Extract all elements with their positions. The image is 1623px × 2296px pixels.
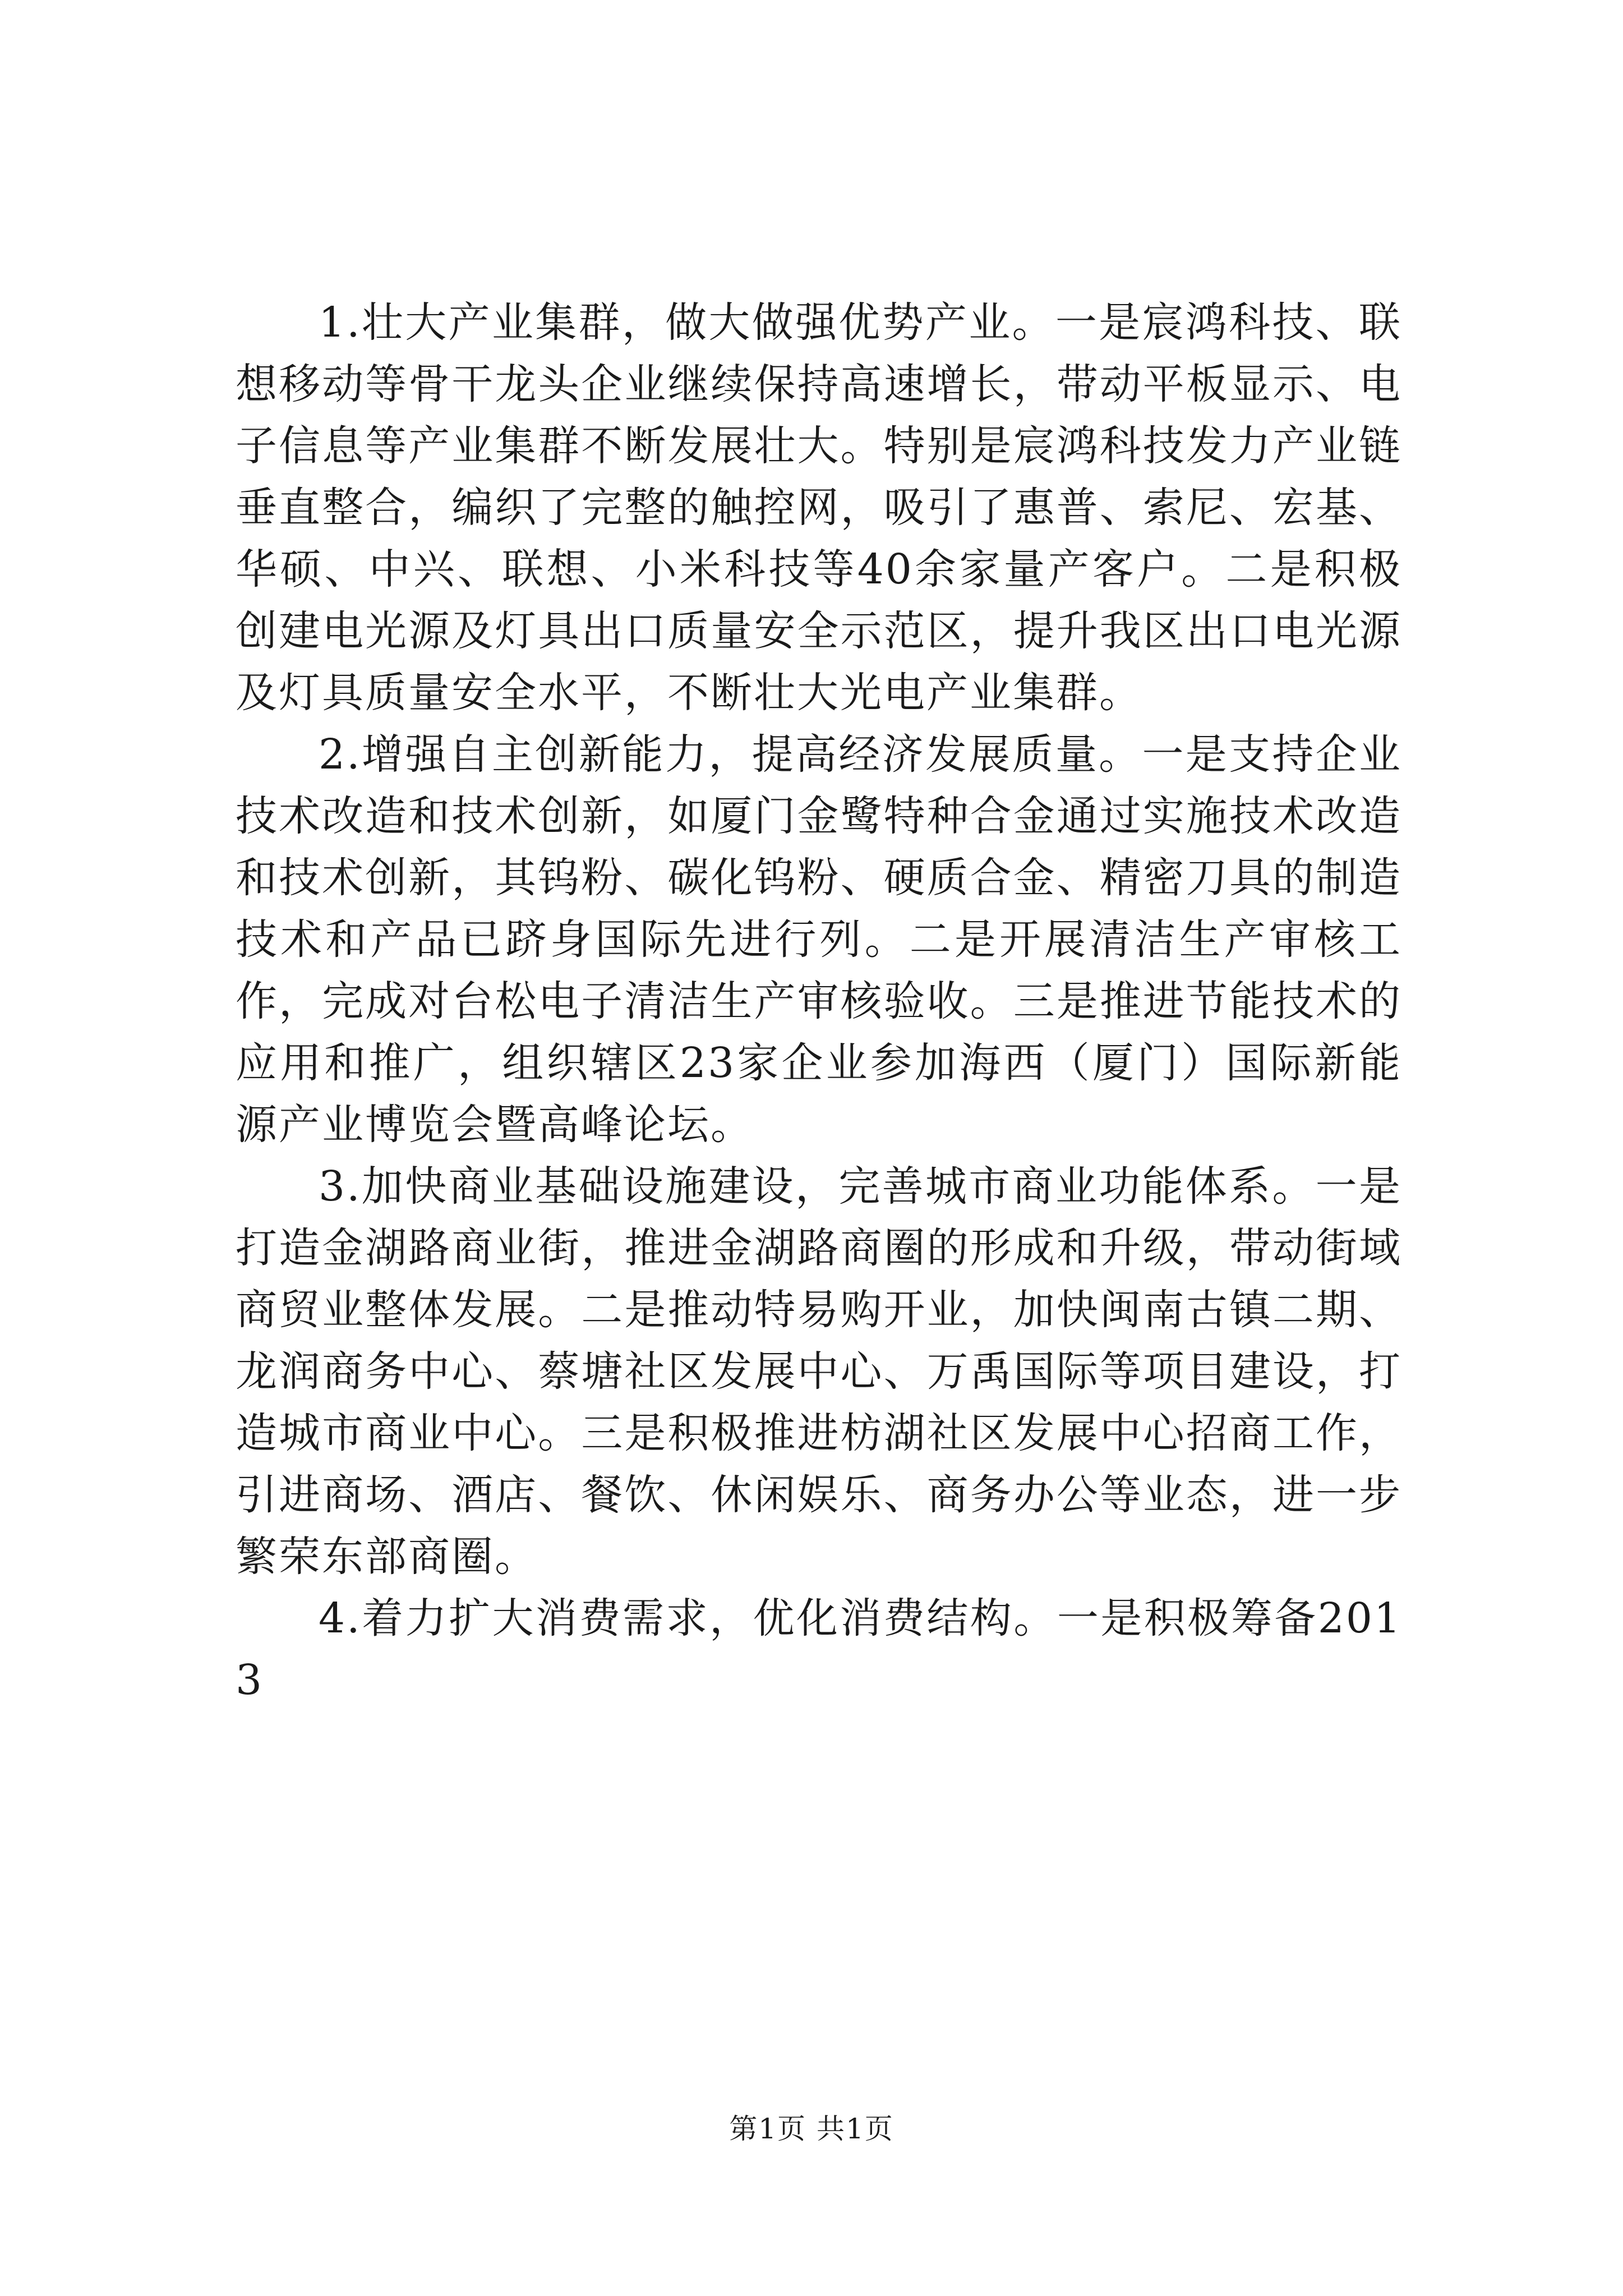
paragraph-3: 3.加快商业基础设施建设，完善城市商业功能体系。一是打造金湖路商业街，推进金湖路商圈的形成和升级，带动街域商贸业整体发展。二是推动特易购开业，加快闽南古镇二期、龙润商务中心、蔡塘社区发展中心、万禹国际等项目建设，打造城市商业中心。三是积极推进枋湖社区发展中心招商工作，引进商场、酒店、餐饮、休闲娱乐、商务办公等业态，进一步繁荣东部商圈。 bbox=[236, 1162, 1402, 1581]
paragraph-1: 1.壮大产业集群，做大做强优势产业。一是宸鸿科技、联想移动等骨干龙头企业继续保持高速增长，带动平板显示、电子信息等产业集群不断发展壮大。特别是宸鸿科技发力产业链垂直整合，编织了完整的触控网，吸引了惠普、索尼、宏基、华硕、中兴、联想、小米科技等40余家量产客户。二是积极创建电光源及灯具出口质量安全示范区，提升我区出口电光源及灯具质量安全水平，不断壮大光电产业集群。 bbox=[236, 298, 1402, 717]
paragraph-4: 4.着力扩大消费需求，优化消费结构。一是积极筹备2013 bbox=[236, 1594, 1402, 1704]
page-footer: 第1页 共1页 bbox=[729, 2113, 894, 2145]
paragraph-2: 2.增强自主创新能力，提高经济发展质量。一是支持企业技术改造和技术创新，如厦门金鹭特种合金通过实施技术改造和技术创新，其钨粉、碳化钨粉、硬质合金、精密刀具的制造技术和产品已跻身国际先进行列。二是开展清洁生产审核工作，完成对台松电子清洁生产审核验收。三是推进节能技术的应用和推广，组织辖区23家企业参加海西（厦门）国际新能源产业博览会暨高峰论坛。 bbox=[236, 730, 1402, 1149]
document-body bbox=[236, 292, 1402, 1711]
